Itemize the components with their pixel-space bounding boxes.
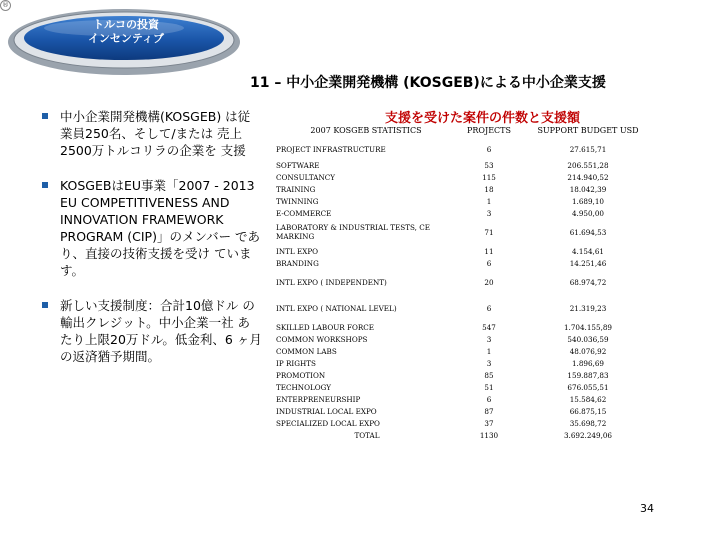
row-category: SPECIALIZED LOCAL EXPO bbox=[276, 418, 380, 428]
row-budget: 48.076,92 bbox=[569, 346, 607, 356]
row-budget: 4.154,61 bbox=[571, 246, 604, 256]
corner-icon: ® bbox=[2, 1, 9, 9]
table-row bbox=[274, 333, 656, 345]
row-category: CONSULTANCY bbox=[276, 172, 335, 182]
total-label: TOTAL bbox=[354, 430, 380, 440]
row-budget: 21.319,23 bbox=[569, 303, 607, 313]
table-row bbox=[274, 195, 656, 207]
row-projects: 11 bbox=[484, 246, 494, 256]
row-category: PROJECT INFRASTRUCTURE bbox=[276, 145, 386, 154]
row-budget: 15.584,62 bbox=[569, 394, 607, 404]
row-category: TRAINING bbox=[276, 184, 316, 194]
row-category: ENTERPRENEURSHIP bbox=[276, 394, 361, 404]
total-projects: 1130 bbox=[479, 430, 499, 440]
row-projects: 3 bbox=[486, 208, 492, 218]
row-projects: 1 bbox=[486, 346, 492, 356]
row-budget: 159.887,83 bbox=[567, 370, 609, 380]
row-budget: 214.940,52 bbox=[567, 172, 609, 182]
table-row bbox=[274, 140, 656, 159]
row-budget: 4.950,00 bbox=[571, 208, 604, 218]
row-budget: 14.251,46 bbox=[569, 258, 607, 268]
table-row bbox=[274, 357, 656, 369]
row-budget: 1.689,10 bbox=[571, 196, 604, 206]
row-category: SKILLED LABOUR FORCE bbox=[276, 322, 375, 332]
bullet-list bbox=[40, 108, 262, 383]
statistics-table bbox=[274, 120, 656, 441]
oval-title-line2: インセンティブ bbox=[87, 32, 165, 45]
row-budget: 18.042,39 bbox=[569, 184, 607, 194]
row-budget: 540.036,59 bbox=[567, 334, 609, 344]
row-budget: 1.704.155,89 bbox=[563, 322, 612, 332]
table-row bbox=[274, 405, 656, 417]
row-budget: 1.896,69 bbox=[571, 358, 604, 368]
header-budget: SUPPORT BUDGET USD bbox=[537, 125, 639, 135]
table-row bbox=[274, 171, 656, 183]
row-projects: 87 bbox=[484, 406, 494, 416]
row-budget: 27.615,71 bbox=[569, 145, 607, 154]
row-budget: 676.055,51 bbox=[567, 382, 609, 392]
row-projects: 115 bbox=[482, 172, 496, 182]
row-category: PROMOTION bbox=[276, 370, 326, 380]
table-total-row bbox=[274, 429, 656, 441]
row-projects: 37 bbox=[484, 418, 494, 428]
oval-title-line1: トルコの投資 bbox=[93, 18, 159, 31]
table-row bbox=[274, 369, 656, 381]
row-projects: 6 bbox=[486, 394, 492, 404]
row-category: INTL EXPO bbox=[276, 246, 319, 256]
bullet-item-eu-cip: KOSGEBはEU事業「2007 - 2013 EU COMPETITIVENESS AND INNOVATION FRAMEWORK PROGRAM (CIP)」のメンバー であり、直接の技術支援を受け ています。 bbox=[40, 177, 262, 279]
row-category: E-COMMERCE bbox=[276, 208, 332, 218]
oval-title bbox=[26, 18, 226, 46]
slide-title: 11 – 中小企業開発機構 (KOSGEB)による中小企業支援 bbox=[250, 75, 606, 91]
table-row bbox=[274, 219, 656, 245]
table-row bbox=[274, 345, 656, 357]
row-budget: 35.698,72 bbox=[569, 418, 607, 428]
bullet-item-kosgeb-scope: 中小企業開発機構(KOSGEB) は従業員250名、そして/または 売上2500万トルコリラの企業を 支援 bbox=[40, 108, 262, 159]
row-category: INDUSTRIAL LOCAL EXPO bbox=[276, 406, 377, 416]
row-category: COMMON LABS bbox=[276, 346, 337, 356]
row-category: LABORATORY & INDUSTRIAL TESTS, CE MARKING bbox=[276, 223, 430, 241]
row-category: INTL EXPO ( NATIONAL LEVEL) bbox=[276, 303, 397, 313]
table-row bbox=[274, 295, 656, 321]
table-row bbox=[274, 269, 656, 295]
row-budget: 66.875,15 bbox=[569, 406, 607, 416]
row-projects: 547 bbox=[482, 322, 496, 332]
table-row bbox=[274, 245, 656, 257]
header-category: 2007 KOSGEB STATISTICS bbox=[310, 125, 422, 135]
table-row bbox=[274, 207, 656, 219]
header-projects: PROJECTS bbox=[467, 125, 511, 135]
row-projects: 71 bbox=[484, 227, 494, 237]
row-projects: 6 bbox=[486, 145, 492, 154]
bullet-item-export-credit: 新しい支援制度：合計10億ドル の輸出クレジット。中小企業一社 あたり上限20万ドル。低金利、6 ヶ月の返済猶予期間。 bbox=[40, 297, 262, 365]
table-row bbox=[274, 183, 656, 195]
row-projects: 3 bbox=[486, 358, 492, 368]
row-category: TWINNING bbox=[276, 196, 319, 206]
row-category: IP RIGHTS bbox=[276, 358, 316, 368]
row-projects: 51 bbox=[484, 382, 494, 392]
table-row bbox=[274, 393, 656, 405]
row-projects: 3 bbox=[486, 334, 492, 344]
table-header-row bbox=[274, 120, 656, 140]
table-row bbox=[274, 257, 656, 269]
row-category: SOFTWARE bbox=[276, 160, 320, 170]
row-projects: 6 bbox=[486, 303, 492, 313]
row-projects: 53 bbox=[484, 160, 494, 170]
row-category: INTL EXPO ( INDEPENDENT) bbox=[276, 277, 387, 287]
title-oval-badge bbox=[4, 2, 244, 78]
table-title: 支援を受けた案件の件数と支援額 bbox=[385, 111, 581, 126]
page-number: 34 bbox=[640, 502, 654, 515]
row-projects: 6 bbox=[486, 258, 492, 268]
row-budget: 61.694,53 bbox=[569, 227, 607, 237]
row-category: COMMON WORKSHOPS bbox=[276, 334, 368, 344]
row-category: BRANDING bbox=[276, 258, 319, 268]
row-projects: 20 bbox=[484, 277, 494, 287]
row-category: TECHNOLOGY bbox=[276, 382, 332, 392]
table-row bbox=[274, 381, 656, 393]
table-row bbox=[274, 417, 656, 429]
total-budget: 3.692.249,06 bbox=[563, 430, 612, 440]
row-projects: 85 bbox=[484, 370, 494, 380]
row-budget: 206.551,28 bbox=[567, 160, 609, 170]
table-row bbox=[274, 159, 656, 171]
row-projects: 1 bbox=[486, 196, 492, 206]
table-row bbox=[274, 321, 656, 333]
row-projects: 18 bbox=[484, 184, 494, 194]
row-budget: 68.974,72 bbox=[569, 277, 607, 287]
